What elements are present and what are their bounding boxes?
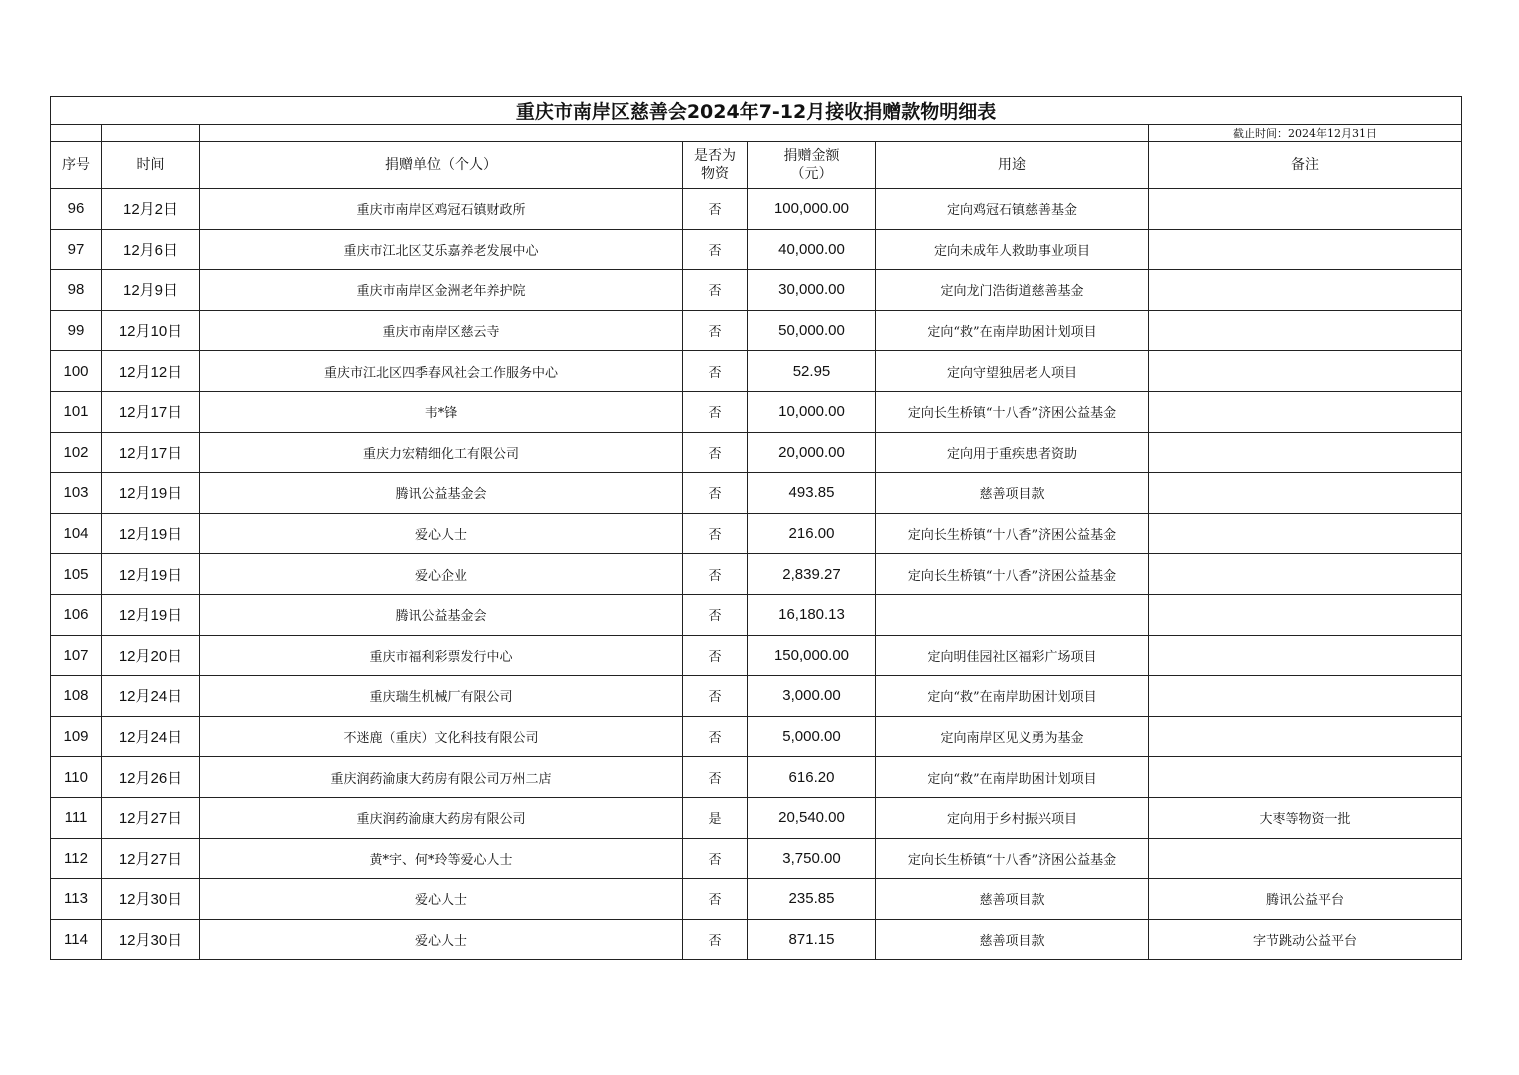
cell-donor: 重庆润药渝康大药房有限公司万州二店 xyxy=(200,757,683,798)
cell-seq: 108 xyxy=(51,676,102,717)
cell-seq: 111 xyxy=(51,797,102,838)
cell-is-goods: 否 xyxy=(683,270,748,311)
cell-donor: 韦*锋 xyxy=(200,391,683,432)
cell-amount: 616.20 xyxy=(748,757,876,798)
cell-time: 12月30日 xyxy=(102,919,200,960)
blank-cell xyxy=(102,125,200,142)
cell-donor: 爱心人士 xyxy=(200,513,683,554)
cell-donor: 重庆市南岸区鸡冠石镇财政所 xyxy=(200,189,683,230)
cell-seq: 99 xyxy=(51,310,102,351)
table-row xyxy=(51,554,1462,595)
cell-time: 12月30日 xyxy=(102,879,200,920)
cell-time: 12月17日 xyxy=(102,432,200,473)
cell-remark xyxy=(1149,391,1462,432)
cell-seq: 106 xyxy=(51,594,102,635)
cell-donor: 腾讯公益基金会 xyxy=(200,473,683,514)
cutoff-date: 截止时间：2024年12月31日 xyxy=(1149,125,1462,142)
cell-time: 12月26日 xyxy=(102,757,200,798)
cell-is-goods: 否 xyxy=(683,554,748,595)
cell-time: 12月2日 xyxy=(102,189,200,230)
cell-time: 12月24日 xyxy=(102,676,200,717)
cell-remark xyxy=(1149,838,1462,879)
cell-purpose: 定向用于乡村振兴项目 xyxy=(876,797,1149,838)
cell-amount: 16,180.13 xyxy=(748,594,876,635)
cell-is-goods: 否 xyxy=(683,757,748,798)
cell-is-goods: 否 xyxy=(683,635,748,676)
table-row xyxy=(51,635,1462,676)
cell-donor: 爱心人士 xyxy=(200,879,683,920)
table-row xyxy=(51,473,1462,514)
table-row xyxy=(51,919,1462,960)
donation-table xyxy=(50,96,1462,960)
cell-is-goods: 否 xyxy=(683,229,748,270)
cell-purpose: 定向未成年人救助事业项目 xyxy=(876,229,1149,270)
cell-purpose: 定向长生桥镇“十八香”济困公益基金 xyxy=(876,513,1149,554)
cell-is-goods: 否 xyxy=(683,716,748,757)
cell-remark: 大枣等物资一批 xyxy=(1149,797,1462,838)
cell-purpose: 慈善项目款 xyxy=(876,879,1149,920)
cell-amount: 493.85 xyxy=(748,473,876,514)
cell-donor: 重庆力宏精细化工有限公司 xyxy=(200,432,683,473)
cell-seq: 96 xyxy=(51,189,102,230)
cell-time: 12月27日 xyxy=(102,838,200,879)
table-row xyxy=(51,513,1462,554)
cell-seq: 110 xyxy=(51,757,102,798)
header-is-goods-line1: 是否为 xyxy=(694,148,736,164)
table-row xyxy=(51,229,1462,270)
cell-seq: 104 xyxy=(51,513,102,554)
cell-is-goods: 否 xyxy=(683,391,748,432)
cell-seq: 100 xyxy=(51,351,102,392)
cell-amount: 2,839.27 xyxy=(748,554,876,595)
cell-purpose: 慈善项目款 xyxy=(876,473,1149,514)
cell-amount: 20,000.00 xyxy=(748,432,876,473)
cell-remark xyxy=(1149,229,1462,270)
cell-time: 12月19日 xyxy=(102,473,200,514)
header-is-goods xyxy=(683,142,748,189)
cell-is-goods: 否 xyxy=(683,310,748,351)
cell-remark: 字节跳动公益平台 xyxy=(1149,919,1462,960)
cell-remark xyxy=(1149,270,1462,311)
cell-remark xyxy=(1149,189,1462,230)
table-body xyxy=(51,189,1462,960)
cell-remark xyxy=(1149,310,1462,351)
cell-donor: 重庆市南岸区金洲老年养护院 xyxy=(200,270,683,311)
table-row xyxy=(51,676,1462,717)
cell-amount: 216.00 xyxy=(748,513,876,554)
cell-time: 12月17日 xyxy=(102,391,200,432)
cell-seq: 105 xyxy=(51,554,102,595)
cell-donor: 重庆市江北区四季春风社会工作服务中心 xyxy=(200,351,683,392)
header-seq: 序号 xyxy=(51,142,102,189)
cell-remark xyxy=(1149,554,1462,595)
header-remark: 备注 xyxy=(1149,142,1462,189)
cell-amount: 52.95 xyxy=(748,351,876,392)
cell-purpose: 定向“救”在南岸助困计划项目 xyxy=(876,310,1149,351)
cell-purpose: 定向长生桥镇“十八香”济困公益基金 xyxy=(876,391,1149,432)
page-title: 重庆市南岸区慈善会2024年7-12月接收捐赠款物明细表 xyxy=(51,97,1462,125)
cell-remark xyxy=(1149,635,1462,676)
cell-is-goods: 否 xyxy=(683,513,748,554)
cell-remark xyxy=(1149,351,1462,392)
cell-remark xyxy=(1149,716,1462,757)
cell-purpose: 定向鸡冠石镇慈善基金 xyxy=(876,189,1149,230)
table-row xyxy=(51,270,1462,311)
table-row xyxy=(51,716,1462,757)
cell-donor: 爱心企业 xyxy=(200,554,683,595)
cell-is-goods: 否 xyxy=(683,838,748,879)
cell-seq: 102 xyxy=(51,432,102,473)
cell-purpose: 定向南岸区见义勇为基金 xyxy=(876,716,1149,757)
cell-purpose: 定向明佳园社区福彩广场项目 xyxy=(876,635,1149,676)
cell-time: 12月20日 xyxy=(102,635,200,676)
cell-donor: 爱心人士 xyxy=(200,919,683,960)
cell-purpose: 定向用于重疾患者资助 xyxy=(876,432,1149,473)
cell-amount: 10,000.00 xyxy=(748,391,876,432)
cell-time: 12月19日 xyxy=(102,513,200,554)
cell-time: 12月19日 xyxy=(102,554,200,595)
cell-purpose: 慈善项目款 xyxy=(876,919,1149,960)
header-amount-line2: （元） xyxy=(790,166,833,182)
cell-is-goods: 否 xyxy=(683,351,748,392)
cell-seq: 107 xyxy=(51,635,102,676)
cell-seq: 97 xyxy=(51,229,102,270)
cell-donor: 重庆市江北区艾乐嘉养老发展中心 xyxy=(200,229,683,270)
cell-donor: 重庆润药渝康大药房有限公司 xyxy=(200,797,683,838)
cell-amount: 20,540.00 xyxy=(748,797,876,838)
cell-remark xyxy=(1149,513,1462,554)
cell-purpose: 定向“救”在南岸助困计划项目 xyxy=(876,757,1149,798)
table-row xyxy=(51,391,1462,432)
table-row xyxy=(51,189,1462,230)
cell-seq: 113 xyxy=(51,879,102,920)
cell-is-goods: 否 xyxy=(683,919,748,960)
cell-amount: 871.15 xyxy=(748,919,876,960)
table-row xyxy=(51,879,1462,920)
cell-is-goods: 否 xyxy=(683,879,748,920)
cell-seq: 103 xyxy=(51,473,102,514)
cell-seq: 114 xyxy=(51,919,102,960)
cell-donor: 黄*宇、何*玲等爱心人士 xyxy=(200,838,683,879)
cell-amount: 235.85 xyxy=(748,879,876,920)
table-row xyxy=(51,310,1462,351)
cell-seq: 98 xyxy=(51,270,102,311)
cell-purpose: 定向龙门浩街道慈善基金 xyxy=(876,270,1149,311)
cell-donor: 重庆瑞生机械厂有限公司 xyxy=(200,676,683,717)
header-is-goods-line2: 物资 xyxy=(701,166,729,182)
header-donor: 捐赠单位（个人） xyxy=(200,142,683,189)
cell-time: 12月12日 xyxy=(102,351,200,392)
cell-time: 12月27日 xyxy=(102,797,200,838)
cell-donor: 腾讯公益基金会 xyxy=(200,594,683,635)
cell-donor: 重庆市福利彩票发行中心 xyxy=(200,635,683,676)
cell-is-goods: 否 xyxy=(683,594,748,635)
cell-time: 12月6日 xyxy=(102,229,200,270)
cell-amount: 3,750.00 xyxy=(748,838,876,879)
cell-amount: 30,000.00 xyxy=(748,270,876,311)
table-row xyxy=(51,797,1462,838)
table-row xyxy=(51,757,1462,798)
cell-purpose xyxy=(876,594,1149,635)
cell-seq: 112 xyxy=(51,838,102,879)
cell-time: 12月24日 xyxy=(102,716,200,757)
cell-seq: 109 xyxy=(51,716,102,757)
cell-donor: 重庆市南岸区慈云寺 xyxy=(200,310,683,351)
cell-remark xyxy=(1149,757,1462,798)
table-row xyxy=(51,432,1462,473)
header-amount-line1: 捐赠金额 xyxy=(783,148,840,164)
cell-amount: 40,000.00 xyxy=(748,229,876,270)
cell-time: 12月19日 xyxy=(102,594,200,635)
cell-is-goods: 否 xyxy=(683,432,748,473)
cell-is-goods: 否 xyxy=(683,189,748,230)
cell-amount: 150,000.00 xyxy=(748,635,876,676)
cell-seq: 101 xyxy=(51,391,102,432)
cell-remark xyxy=(1149,432,1462,473)
cell-donor: 不迷鹿（重庆）文化科技有限公司 xyxy=(200,716,683,757)
blank-cell xyxy=(200,125,1149,142)
table-row xyxy=(51,351,1462,392)
header-time: 时间 xyxy=(102,142,200,189)
cell-time: 12月9日 xyxy=(102,270,200,311)
header-purpose: 用途 xyxy=(876,142,1149,189)
cell-is-goods: 否 xyxy=(683,473,748,514)
cell-amount: 3,000.00 xyxy=(748,676,876,717)
table-row xyxy=(51,838,1462,879)
cell-purpose: 定向长生桥镇“十八香”济困公益基金 xyxy=(876,554,1149,595)
cell-remark: 腾讯公益平台 xyxy=(1149,879,1462,920)
cell-remark xyxy=(1149,676,1462,717)
cell-amount: 50,000.00 xyxy=(748,310,876,351)
header-amount xyxy=(748,142,876,189)
cell-remark xyxy=(1149,473,1462,514)
cell-amount: 100,000.00 xyxy=(748,189,876,230)
cell-purpose: 定向“救”在南岸助困计划项目 xyxy=(876,676,1149,717)
cell-amount: 5,000.00 xyxy=(748,716,876,757)
cell-time: 12月10日 xyxy=(102,310,200,351)
cell-is-goods: 是 xyxy=(683,797,748,838)
cell-purpose: 定向长生桥镇“十八香”济困公益基金 xyxy=(876,838,1149,879)
cell-is-goods: 否 xyxy=(683,676,748,717)
cell-purpose: 定向守望独居老人项目 xyxy=(876,351,1149,392)
table-row xyxy=(51,594,1462,635)
blank-cell xyxy=(51,125,102,142)
cell-remark xyxy=(1149,594,1462,635)
